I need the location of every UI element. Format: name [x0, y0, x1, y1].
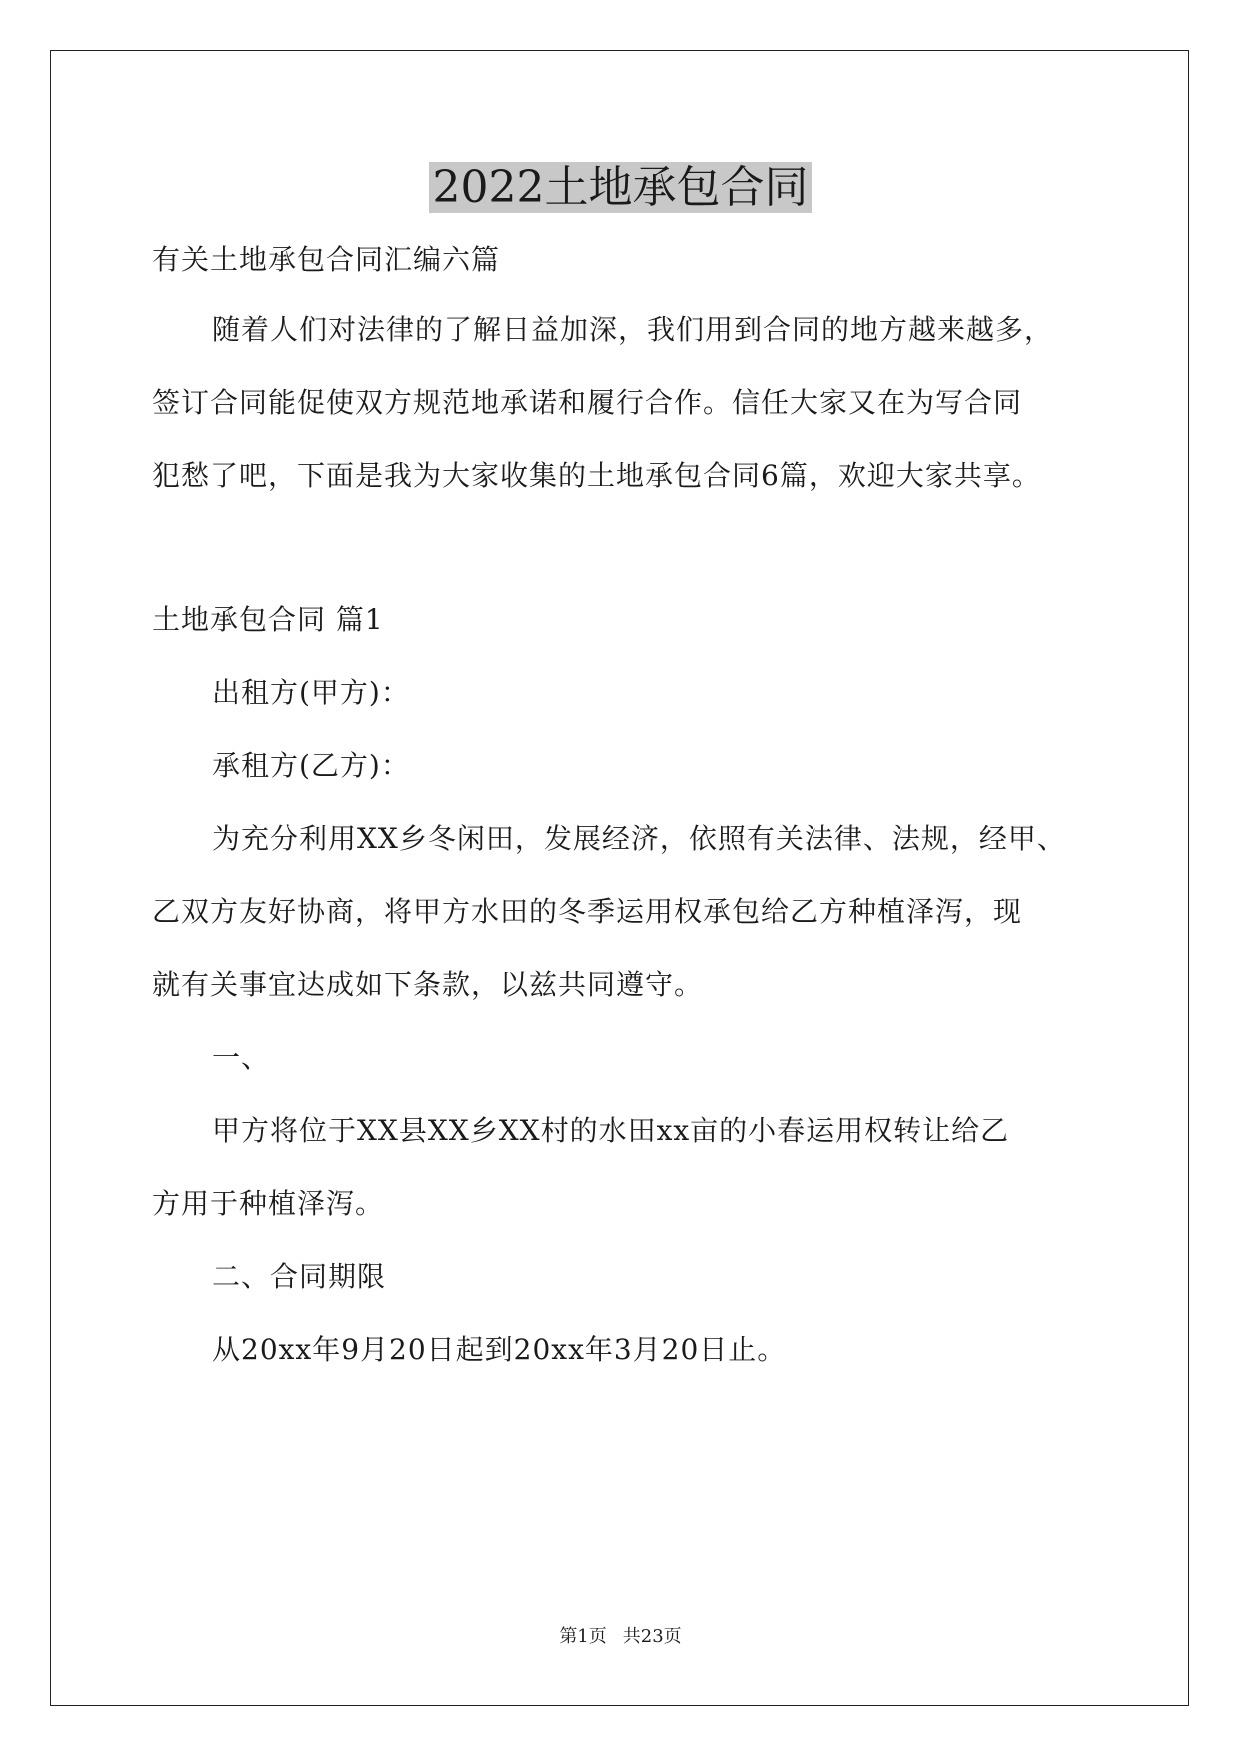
page-border — [50, 50, 1189, 1706]
intro-line-1: 随着人们对法律的了解日益加深，我们用到合同的地方越来越多， — [212, 313, 1054, 346]
page-number: 第1页 — [559, 1626, 607, 1647]
intro-line-3: 犯愁了吧，下面是我为大家收集的土地承包合同6篇，欢迎大家共享。 — [152, 459, 1041, 492]
document-subtitle: 有关土地承包合同汇编六篇 — [152, 243, 501, 276]
section-heading: 土地承包合同 篇1 — [152, 603, 384, 636]
clause-1-line-1: 甲方将位于XX县XX乡XX村的水田xx亩的小春运用权转让给乙 — [212, 1114, 1010, 1147]
page-total: 共23页 — [622, 1626, 682, 1647]
document-title: 2022土地承包合同 — [0, 160, 1241, 216]
clause-1-line-2: 方用于种植泽泻。 — [152, 1187, 385, 1220]
purpose-line-3: 就有关事宜达成如下条款，以兹共同遵守。 — [152, 968, 704, 1001]
page-footer — [0, 1625, 1241, 1649]
clause-1-heading: 一、 — [212, 1041, 271, 1074]
clause-2-body: 从20xx年9月20日起到20xx年3月20日止。 — [212, 1333, 787, 1366]
clause-2-heading: 二、合同期限 — [212, 1260, 387, 1293]
purpose-line-1: 为充分利用XX乡冬闲田，发展经济，依照有关法律、法规，经甲、 — [212, 822, 1066, 855]
lessor-label: 出租方(甲方)： — [212, 676, 410, 709]
intro-line-2: 签订合同能促使双方规范地承诺和履行合作。信任大家又在为写合同 — [152, 386, 1023, 419]
purpose-line-2: 乙双方友好协商，将甲方水田的冬季运用权承包给乙方种植泽泻，现 — [152, 895, 1023, 928]
lessee-label: 承租方(乙方)： — [212, 749, 410, 782]
